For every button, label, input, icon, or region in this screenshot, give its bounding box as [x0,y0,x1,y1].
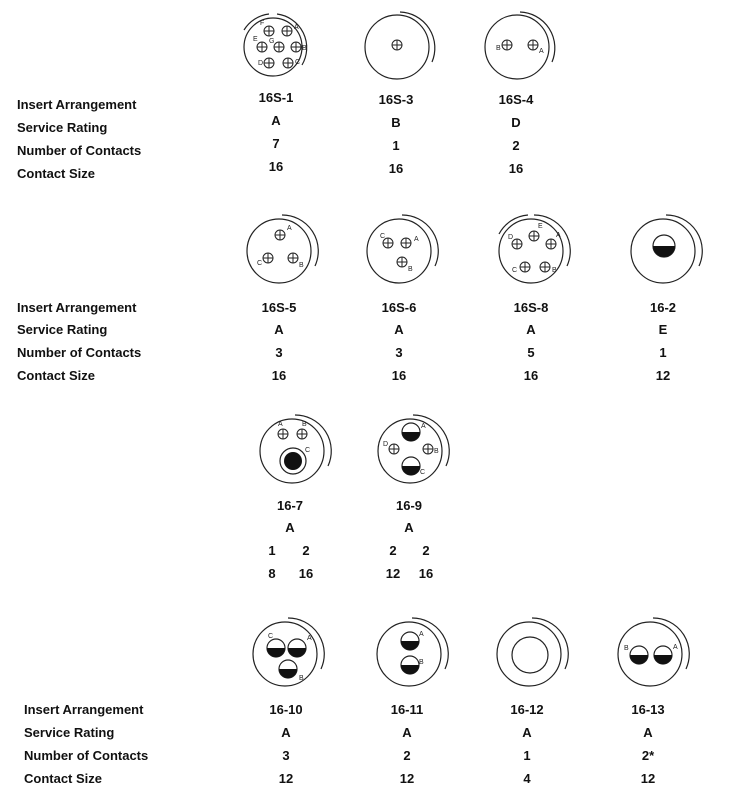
pin-letter: B [624,645,629,652]
connector-16-9-diagram [373,414,453,494]
connector-16s-4-id: 16S-4 [498,92,534,107]
connector-16s-5-diagram [242,214,322,294]
pin-letter: A [539,48,544,55]
pin-letter: A [419,631,424,638]
pin-letter: D [508,234,514,241]
connector-16-11-contacts: 2 [403,748,411,763]
connector-16-7-rating: A [285,520,295,535]
connector-16s-1-rating: A [271,113,281,128]
connector-16-13-diagram [613,617,693,697]
connector-16-10-size: 12 [278,771,294,786]
label-number-of-contacts: Number of Contacts [24,748,149,763]
pin-letter: C [257,260,263,267]
connector-16s-5-rating: A [274,322,284,337]
connector-16-12-contacts: 1 [523,748,531,763]
connector-16-7-contacts-a: 1 [268,543,276,558]
connector-16-9-contacts-a: 2 [389,543,397,558]
pin-letter: A [556,232,561,239]
label-number-of-contacts: Number of Contacts [17,345,142,360]
connector-16-11-id: 16-11 [390,702,424,717]
pin-letter: E [538,223,543,230]
pin-letter: E [253,36,258,43]
pin-letter: C [420,469,426,476]
label-service-rating: Service Rating [24,725,115,740]
connector-16-9-contacts-b: 2 [422,543,430,558]
connector-16s-1-size: 16 [268,159,284,174]
connector-16s-4-rating: D [511,115,521,130]
label-contact-size: Contact Size [24,771,103,786]
connector-16s-6-id: 16S-6 [381,300,417,315]
connector-16-10-contacts: 3 [282,748,290,763]
connector-16s-5-size: 16 [271,368,287,383]
connector-16s-1-id: 16S-1 [258,90,294,105]
connector-16-9-size-b: 16 [418,566,434,581]
pin-letter: B [496,45,501,52]
connector-16-10-diagram [248,617,328,697]
connector-16-10-rating: A [281,725,291,740]
connector-16-12-diagram [492,617,572,697]
connector-16-9-size-a: 12 [385,566,401,581]
connector-16-11-size: 12 [399,771,415,786]
connector-16-10-id: 16-10 [269,702,303,717]
pin-letter: A [287,225,292,232]
connector-16s-6-diagram [362,214,442,294]
label-insert-arrangement: Insert Arrangement [17,97,137,112]
connector-16s-8-size: 16 [523,368,539,383]
pin-letter: A [294,24,299,31]
pin-letter: B [302,45,307,52]
connector-16-13-size: 12 [640,771,656,786]
connector-16-13-rating: A [643,725,653,740]
connector-16-12-id: 16-12 [510,702,544,717]
connector-16s-6-rating: A [394,322,404,337]
pin-letter: D [383,441,389,448]
label-contact-size: Contact Size [17,368,96,383]
pin-letter: B [552,267,557,274]
connector-16-7-size-a: 8 [268,566,276,581]
connector-16-7-diagram [255,414,335,494]
connector-16s-8-rating: A [526,322,536,337]
connector-16s-3-diagram [360,12,440,92]
connector-16s-3-rating: B [391,115,401,130]
label-number-of-contacts: Number of Contacts [17,143,142,158]
label-insert-arrangement: Insert Arrangement [17,300,137,315]
pin-letter: A [307,635,312,642]
connector-16s-8-contacts: 5 [527,345,535,360]
pin-letter: B [408,266,413,273]
connector-16-2-size: 12 [655,368,671,383]
pin-letter: D [258,60,264,67]
connector-16-12-size: 4 [523,771,531,786]
pin-letter: A [673,644,678,651]
pin-letter: B [299,675,304,682]
connector-16-7-contacts-b: 2 [302,543,310,558]
pin-letter: C [305,447,311,454]
connector-16s-5-contacts: 3 [275,345,283,360]
connector-16s-6-size: 16 [391,368,407,383]
connector-16s-3-contacts: 1 [392,138,400,153]
connector-16s-3-id: 16S-3 [378,92,414,107]
connector-16-2-id: 16-2 [649,300,677,315]
label-insert-arrangement: Insert Arrangement [24,702,144,717]
pin-letter: B [434,448,439,455]
connector-16-13-id: 16-13 [631,702,665,717]
connector-16s-5-id: 16S-5 [261,300,297,315]
pin-letter: A [421,423,426,430]
pin-letter: B [299,262,304,269]
label-service-rating: Service Rating [17,322,108,337]
connector-16s-1-diagram [238,12,318,92]
connector-16s-4-size: 16 [508,161,524,176]
pin-letter: B [419,659,424,666]
pin-letter: G [269,38,275,45]
pin-letter: C [512,267,518,274]
label-contact-size: Contact Size [17,166,96,181]
pin-letter: B [302,421,307,428]
connector-16-2-contacts: 1 [659,345,667,360]
connector-16s-4-diagram [480,12,560,92]
label-service-rating: Service Rating [17,120,108,135]
connector-16-11-diagram [372,617,452,697]
connector-16s-1-contacts: 7 [272,136,280,151]
connector-16-9-rating: A [404,520,414,535]
connector-16-9-id: 16-9 [395,498,423,513]
pin-letter: C [295,59,301,66]
connector-16-12-rating: A [522,725,532,740]
connector-16-7-size-b: 16 [298,566,314,581]
connector-16s-6-contacts: 3 [395,345,403,360]
connector-16-2-diagram [626,214,706,294]
pin-letter: A [278,421,283,428]
pin-letter: A [414,236,419,243]
connector-16s-8-diagram [494,214,574,294]
connector-16-7-id: 16-7 [276,498,304,513]
connector-16-2-rating: E [658,322,668,337]
connector-16s-4-contacts: 2 [512,138,520,153]
pin-letter: C [380,233,386,240]
connector-16-11-rating: A [402,725,412,740]
pin-letter: F [260,20,265,27]
connector-16s-8-id: 16S-8 [513,300,549,315]
pin-letter: C [268,633,274,640]
connector-16-13-contacts: 2* [641,748,655,763]
connector-16s-3-size: 16 [388,161,404,176]
